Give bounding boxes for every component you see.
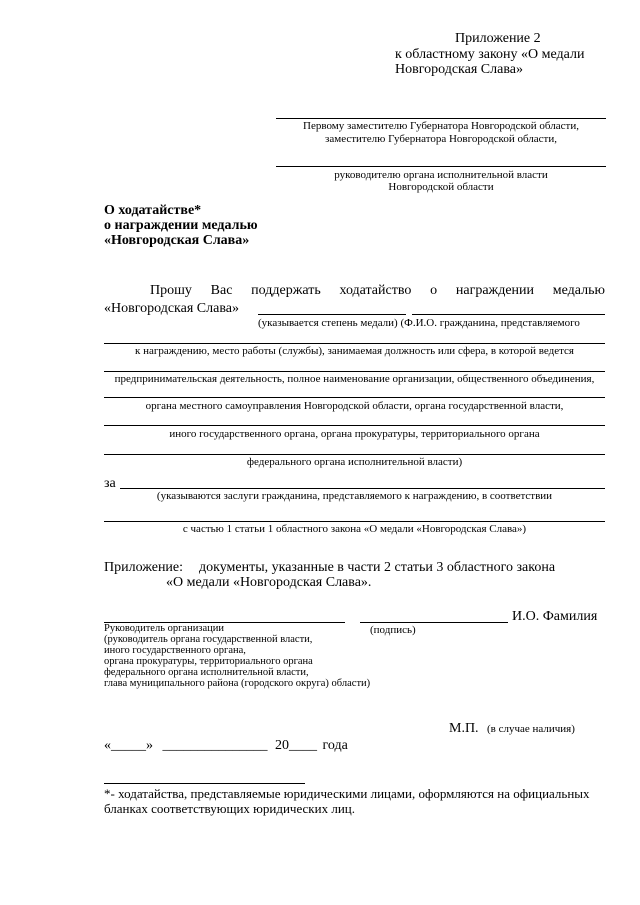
petition-word: награждении bbox=[455, 283, 535, 298]
month-blank: _______________ bbox=[162, 738, 268, 753]
appendix-reference: к областному закону «О медали bbox=[395, 47, 585, 62]
document-title-line-2: о награждении медалью bbox=[104, 218, 258, 233]
document-title-line-3: «Новгородская Слава» bbox=[104, 233, 250, 248]
date-close-quote: » bbox=[146, 738, 153, 753]
hint-law-reference: с частью 1 статьи 1 областного закона «О медали «Новгородская Слава») bbox=[182, 523, 527, 535]
stamp-note: (в случае наличия) bbox=[487, 723, 575, 735]
nominee-name-blank bbox=[412, 314, 605, 315]
petition-word: о bbox=[430, 283, 438, 298]
merits-blank bbox=[120, 488, 605, 489]
addressee-line-2: заместителю Губернатора Новгородской области, bbox=[325, 133, 557, 145]
addressee-blank-line-2 bbox=[276, 166, 606, 167]
medal-degree-blank bbox=[258, 314, 406, 315]
blank-line bbox=[104, 397, 605, 398]
addressee-blank-line-1 bbox=[276, 118, 606, 119]
signature-hint: (подпись) bbox=[370, 624, 416, 636]
petition-sentence bbox=[150, 283, 605, 298]
role-line: иного государственного органа, bbox=[104, 645, 246, 656]
petition-word: Вас bbox=[210, 283, 233, 298]
hint-workplace: к награждению, место работы (службы), занимаемая должность или сфера, в которой ведется bbox=[135, 345, 574, 357]
role-line: федерального органа исполнительной власти, bbox=[104, 667, 309, 678]
role-line: органа прокуратуры, территориального органа bbox=[104, 656, 313, 667]
blank-line bbox=[104, 521, 605, 522]
petition-word: ходатайство bbox=[339, 283, 412, 298]
addressee-line-3: руководителю органа исполнительной власти bbox=[334, 169, 548, 181]
addressee-line-1: Первому заместителю Губернатора Новгородской области, bbox=[303, 120, 579, 132]
petition-word: медалью bbox=[552, 283, 605, 298]
hint-local-government: органа местного самоуправления Новгородской области, органа государственной власти, bbox=[145, 400, 564, 412]
footnote-separator bbox=[104, 783, 305, 784]
date-open-quote: « bbox=[104, 738, 111, 753]
blank-line bbox=[104, 454, 605, 455]
role-line: глава муниципального района (городского округа) области) bbox=[104, 678, 371, 689]
hint-state-body: иного государственного органа, органа прокуратуры, территориального органа bbox=[169, 428, 540, 440]
hint-organization: предпринимательская деятельность, полное наименование организации, общественного объединения, bbox=[114, 373, 595, 385]
role-line: Руководитель организации bbox=[104, 623, 224, 634]
date-line bbox=[104, 738, 348, 753]
hint-federal-body: федерального органа исполнительной власти) bbox=[246, 456, 463, 468]
petition-word: Прошу bbox=[150, 283, 192, 298]
year-blank: ____ bbox=[289, 738, 317, 753]
day-blank: _____ bbox=[111, 738, 146, 753]
footnote-line-2: бланках соответствующих юридических лиц. bbox=[104, 801, 355, 816]
attachment-text-2: «О медали «Новгородская Слава». bbox=[166, 575, 372, 590]
signatory-name: И.О. Фамилия bbox=[512, 609, 598, 624]
blank-line bbox=[104, 425, 605, 426]
document-title-line-1: О ходатайстве* bbox=[104, 203, 202, 218]
addressee-line-4: Новгородской области bbox=[388, 181, 494, 193]
petition-word: поддержать bbox=[251, 283, 321, 298]
merits-label: за bbox=[104, 476, 116, 491]
attachment-label: Приложение: bbox=[104, 560, 184, 575]
attachment-text-1: документы, указанные в части 2 статьи 3 областного закона bbox=[199, 560, 556, 575]
signature-blank bbox=[360, 622, 508, 623]
blank-line bbox=[104, 371, 605, 372]
hint-medal-degree: (указывается степень медали) (Ф.И.О. гражданина, представляемого bbox=[258, 317, 580, 329]
stamp-mark: М.П. bbox=[449, 721, 479, 736]
hint-merits: (указываются заслуги гражданина, представляемого к награждению, в соответствии bbox=[156, 490, 553, 502]
year-prefix: 20 bbox=[275, 738, 289, 753]
role-line: (руководитель органа государственной власти, bbox=[104, 634, 313, 645]
appendix-title: Приложение 2 bbox=[455, 31, 541, 46]
year-word: года bbox=[322, 738, 348, 753]
blank-line bbox=[104, 343, 605, 344]
appendix-law-name: Новгородская Слава» bbox=[395, 62, 523, 77]
medal-name: «Новгородская Слава» bbox=[104, 301, 239, 316]
footnote-line-1: *- ходатайства, представляемые юридическими лицами, оформляются на официальных bbox=[104, 786, 590, 801]
